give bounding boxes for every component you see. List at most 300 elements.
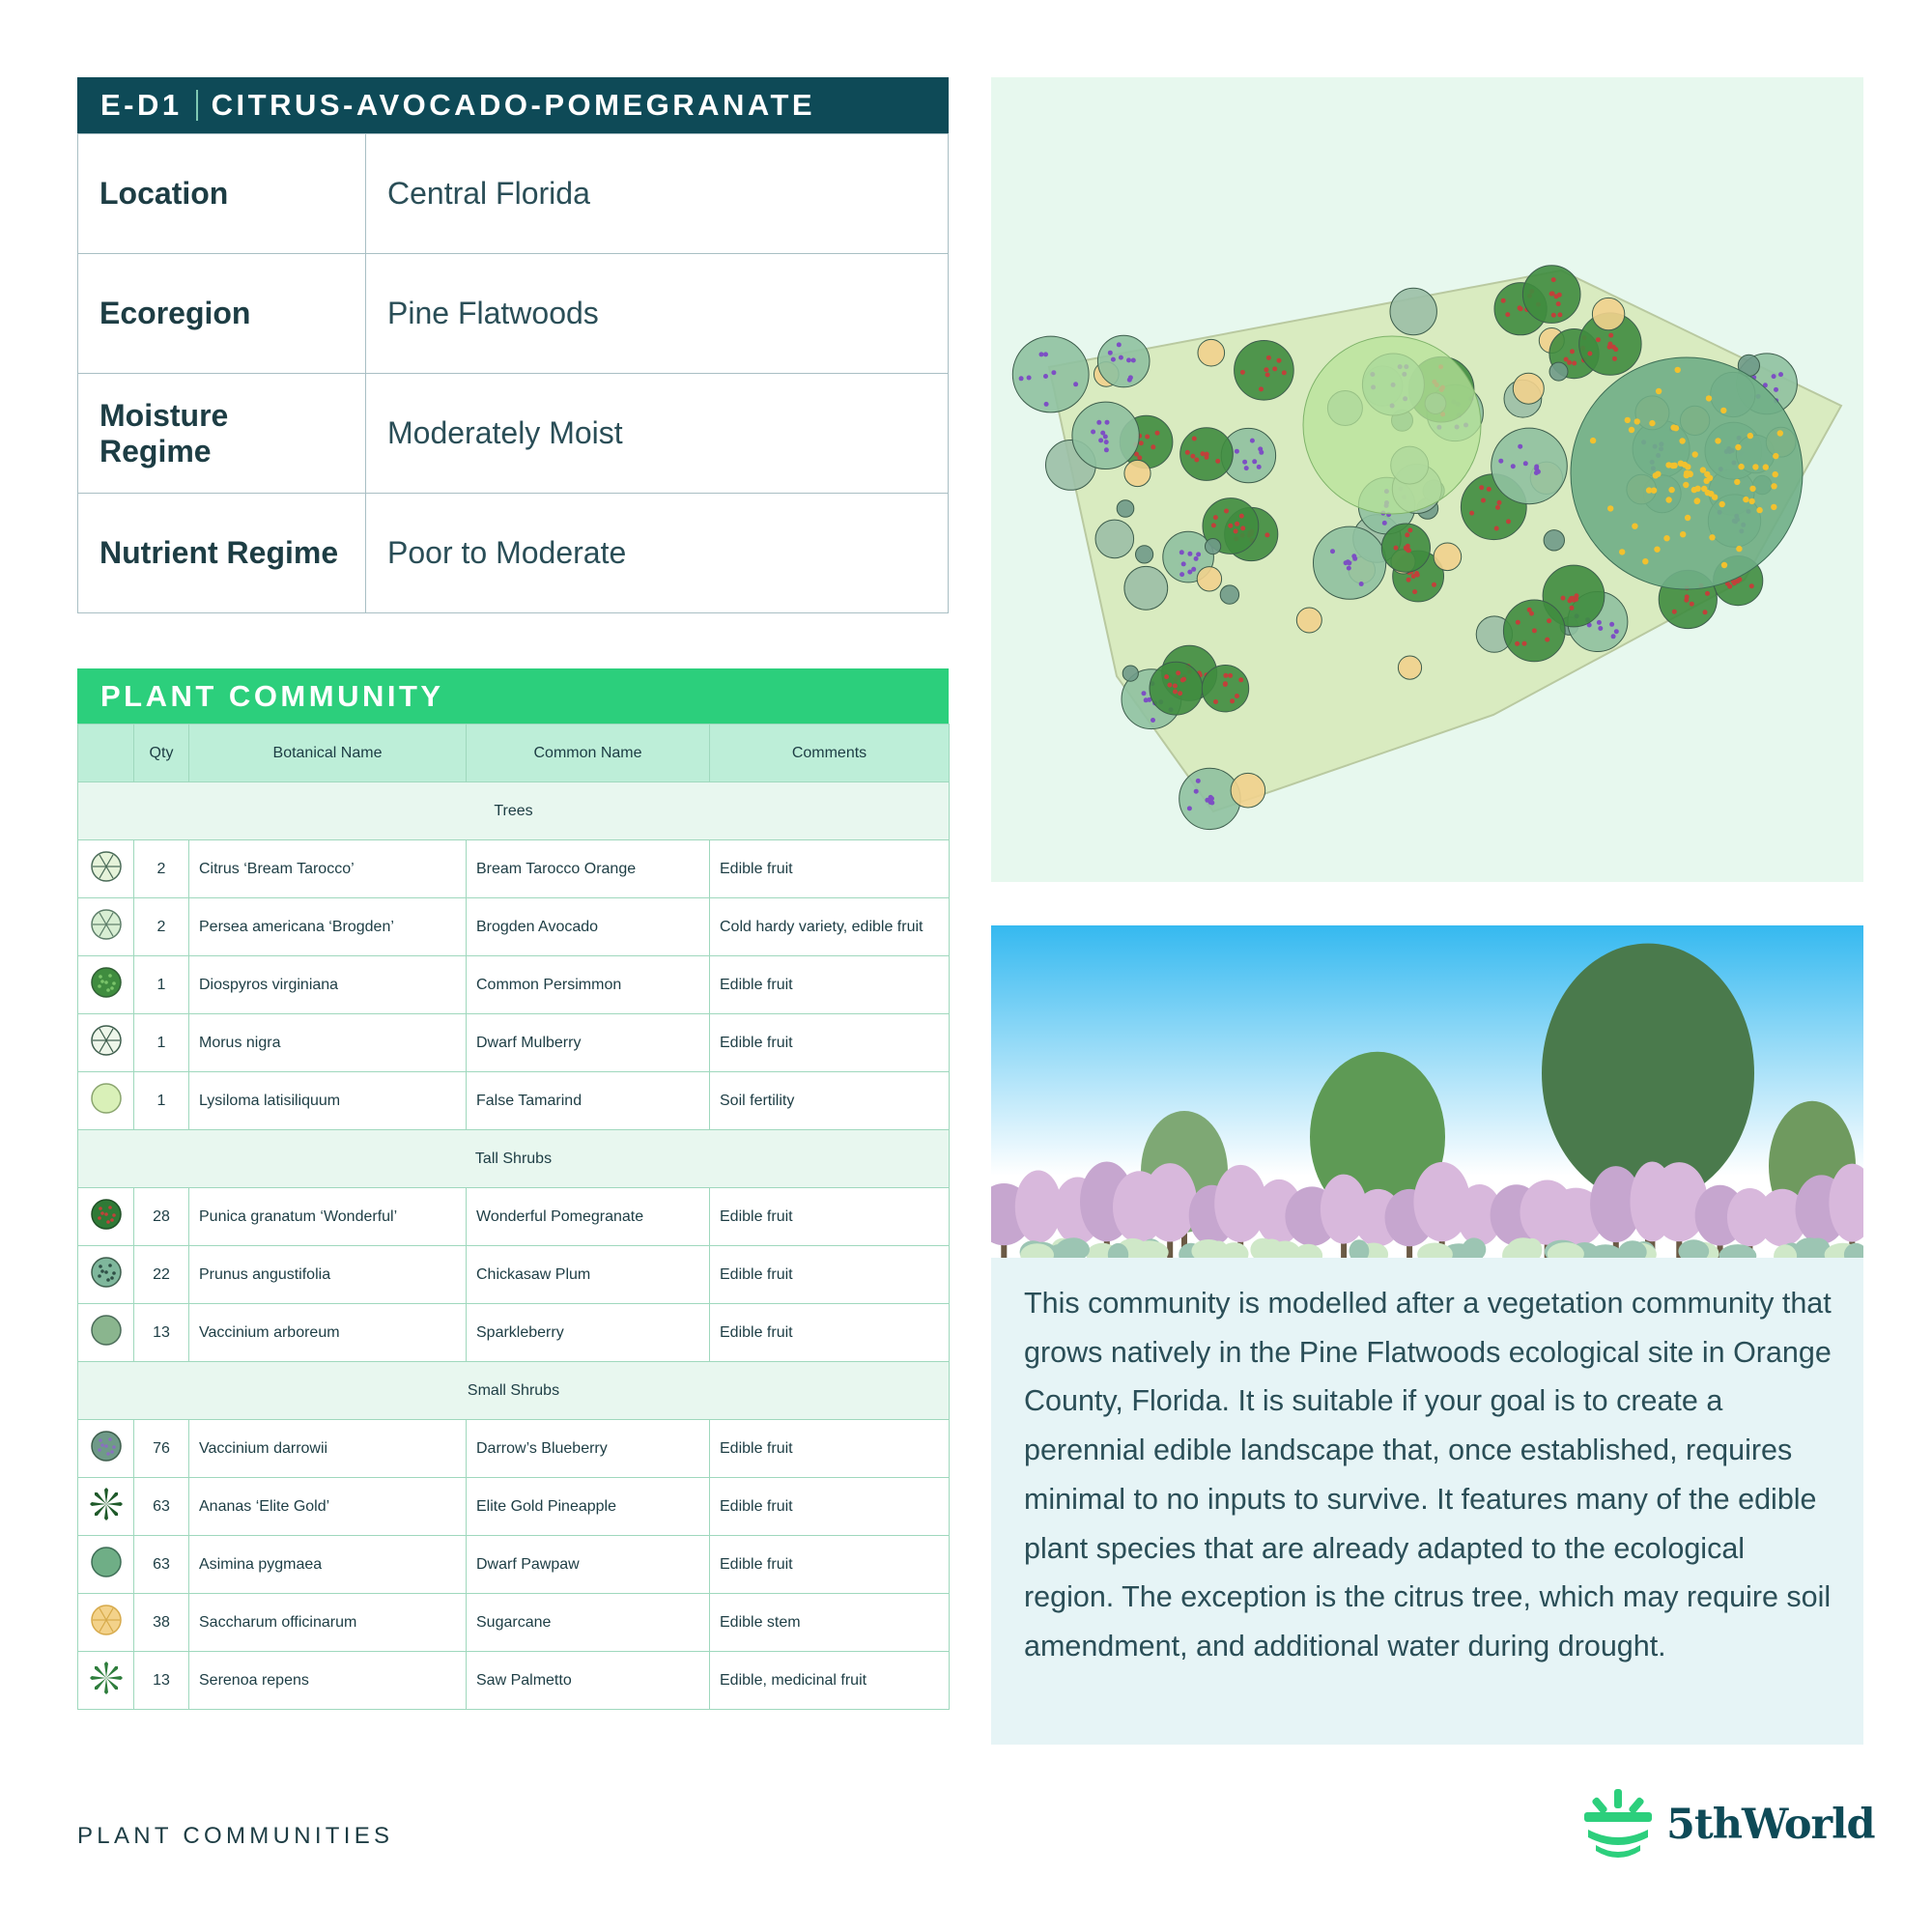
plan-fruit-dot — [1252, 459, 1257, 464]
plan-plant — [1296, 608, 1321, 633]
plan-fruit-dot — [1609, 622, 1614, 627]
plant-qty: 22 — [134, 1246, 189, 1304]
plan-fruit-dot — [1564, 357, 1569, 362]
plan-plant — [1398, 656, 1421, 679]
common-name: Bream Tarocco Orange — [467, 840, 710, 898]
plan-fruit-dot — [1108, 351, 1113, 355]
plan-fruit-dot — [1240, 370, 1245, 375]
plant-row — [78, 1420, 950, 1478]
common-name: Elite Gold Pineapple — [467, 1478, 710, 1536]
plan-fruit-dot — [1126, 357, 1131, 362]
plant-qty: 2 — [134, 840, 189, 898]
blueberry-shrub-symbol-icon — [89, 1429, 124, 1463]
plan-fruit-dot — [1145, 435, 1150, 440]
plan-fruit-dot — [1619, 549, 1625, 554]
plan-fruit-dot — [1139, 440, 1144, 445]
plan-plant — [1231, 773, 1265, 808]
col-qty: Qty — [134, 724, 189, 782]
category-label: Tall Shrubs — [78, 1130, 950, 1188]
plan-fruit-dot — [1239, 514, 1244, 519]
plan-fruit-dot — [1190, 454, 1195, 459]
plum-shrub-symbol-icon — [89, 1255, 124, 1290]
plant-community-header: PLANT COMMUNITY — [77, 668, 949, 724]
plan-fruit-dot — [1774, 387, 1778, 392]
brand-name: 5thWorld — [1666, 1801, 1875, 1849]
plan-avocado-canopy — [1303, 336, 1481, 514]
plan-fruit-dot — [1196, 779, 1201, 783]
plant-symbol-cell — [78, 956, 134, 1014]
plan-fruit-dot — [1173, 690, 1178, 695]
plan-fruit-dot — [1100, 431, 1105, 436]
category-label: Trees — [78, 782, 950, 840]
plan-fruit-dot — [1404, 546, 1408, 551]
plan-fruit-dot — [1670, 463, 1676, 469]
plan-plant — [1544, 530, 1564, 551]
plant-symbol-cell — [78, 1188, 134, 1246]
plan-fruit-dot — [1642, 558, 1648, 564]
botanical-name: Ananas ‘Elite Gold’ — [189, 1478, 467, 1536]
botanical-name: Prunus angustifolia — [189, 1246, 467, 1304]
info-label: Nutrient Regime — [78, 494, 366, 613]
plan-fruit-dot — [1557, 312, 1562, 317]
plan-fruit-dot — [1678, 461, 1684, 467]
plan-fruit-dot — [1117, 342, 1122, 347]
plan-plant — [1117, 500, 1134, 518]
plan-plant — [1124, 460, 1151, 486]
pineapple-symbol-icon — [89, 1487, 124, 1521]
plan-fruit-dot — [1259, 386, 1264, 391]
col-symbol — [78, 724, 134, 782]
plan-plant — [1513, 373, 1544, 404]
plant-row — [78, 1594, 950, 1652]
plan-fruit-dot — [1735, 444, 1741, 450]
category-row — [78, 782, 950, 840]
description-panel — [991, 1258, 1863, 1745]
plan-fruit-dot — [1394, 546, 1399, 551]
info-value: Pine Flatwoods — [366, 254, 949, 374]
plan-fruit-dot — [1187, 806, 1192, 810]
plan-fruit-dot — [1111, 357, 1116, 362]
plan-plant — [1012, 336, 1089, 412]
common-name: Sparkleberry — [467, 1304, 710, 1362]
comments: Edible, medicinal fruit — [710, 1652, 950, 1710]
plan-fruit-dot — [1164, 674, 1169, 679]
plant-qty: 2 — [134, 898, 189, 956]
plan-fruit-dot — [1213, 515, 1218, 520]
plan-fruit-dot — [1242, 460, 1247, 465]
plan-fruit-dot — [1703, 610, 1708, 614]
plan-fruit-dot — [1720, 408, 1726, 413]
plan-fruit-dot — [1736, 546, 1742, 552]
plan-fruit-dot — [1668, 487, 1674, 493]
plan-fruit-dot — [1228, 673, 1233, 678]
plant-symbol-cell — [78, 1304, 134, 1362]
plan-fruit-dot — [1712, 495, 1718, 500]
plan-fruit-dot — [1656, 388, 1662, 394]
plan-fruit-dot — [1694, 497, 1700, 503]
tamarind-tree-symbol-icon — [89, 1081, 124, 1116]
plan-fruit-dot — [1629, 427, 1634, 433]
plan-fruit-dot — [1672, 610, 1677, 614]
plan-fruit-dot — [1330, 549, 1335, 554]
plan-fruit-dot — [1683, 482, 1689, 488]
plan-plant — [1122, 666, 1138, 681]
plan-fruit-dot — [1105, 420, 1110, 425]
plan-fruit-dot — [1259, 450, 1264, 455]
plan-fruit-dot — [1264, 532, 1269, 537]
plan-fruit-dot — [1019, 376, 1024, 381]
plan-fruit-dot — [1734, 479, 1740, 485]
plan-fruit-dot — [1515, 641, 1520, 646]
botanical-name: Vaccinium arboreum — [189, 1304, 467, 1362]
plant-qty: 63 — [134, 1478, 189, 1536]
plan-fruit-dot — [1228, 524, 1233, 528]
plant-row — [78, 1014, 950, 1072]
plan-fruit-dot — [1201, 451, 1206, 456]
plan-plant — [1390, 288, 1436, 334]
botanical-name: Diospyros virginiana — [189, 956, 467, 1014]
plan-fruit-dot — [1518, 305, 1522, 310]
plant-qty: 1 — [134, 1072, 189, 1130]
plan-fruit-dot — [1098, 438, 1103, 442]
botanical-name: Citrus ‘Bream Tarocco’ — [189, 840, 467, 898]
plan-plant — [1198, 339, 1225, 366]
plan-fruit-dot — [1137, 455, 1142, 460]
plan-fruit-dot — [1771, 504, 1776, 510]
community-title: CITRUS-AVOCADO-POMEGRANATE — [211, 88, 816, 122]
plan-fruit-dot — [1215, 459, 1220, 464]
plan-fruit-dot — [1705, 591, 1710, 596]
footer-section-label: PLANT COMMUNITIES — [77, 1823, 394, 1849]
plan-fruit-dot — [1264, 367, 1268, 372]
plan-fruit-dot — [1570, 349, 1575, 354]
category-row — [78, 1130, 950, 1188]
saw-palmetto-symbol-icon — [89, 1661, 124, 1695]
common-name: Saw Palmetto — [467, 1652, 710, 1710]
plant-symbol-cell — [78, 898, 134, 956]
plant-row — [78, 1652, 950, 1710]
plan-fruit-dot — [1607, 505, 1613, 511]
plan-fruit-dot — [1773, 453, 1778, 459]
common-name: Sugarcane — [467, 1594, 710, 1652]
botanical-name: Lysiloma latisiliquum — [189, 1072, 467, 1130]
plan-fruit-dot — [1044, 402, 1049, 407]
comments: Edible fruit — [710, 840, 950, 898]
plan-fruit-dot — [1634, 418, 1640, 424]
plan-fruit-dot — [1536, 469, 1541, 474]
botanical-name: Asimina pygmaea — [189, 1536, 467, 1594]
plan-fruit-dot — [1142, 691, 1147, 696]
plan-fruit-dot — [1685, 515, 1690, 521]
col-common: Common Name — [467, 724, 710, 782]
plan-fruit-dot — [1043, 352, 1048, 356]
header-divider — [196, 90, 198, 121]
botanical-name: Punica granatum ‘Wonderful’ — [189, 1188, 467, 1246]
comments: Edible fruit — [710, 1536, 950, 1594]
plant-qty: 28 — [134, 1188, 189, 1246]
plan-fruit-dot — [1179, 572, 1184, 577]
plan-fruit-dot — [1522, 641, 1527, 646]
plan-fruit-dot — [1167, 683, 1172, 688]
plan-fruit-dot — [1351, 554, 1356, 558]
plan-fruit-dot — [1277, 358, 1282, 363]
plan-fruit-dot — [1684, 598, 1689, 603]
plan-fruit-dot — [1687, 470, 1692, 476]
plant-symbol-cell — [78, 1014, 134, 1072]
flowering-shrub-crown — [1143, 1163, 1197, 1241]
site-info-header — [77, 77, 949, 133]
plan-fruit-dot — [1196, 552, 1201, 556]
plan-fruit-dot — [1406, 578, 1411, 582]
plant-symbol-cell — [78, 1536, 134, 1594]
plan-fruit-dot — [1479, 485, 1484, 490]
avocado-tree-symbol-icon — [89, 907, 124, 942]
info-value: Poor to Moderate — [366, 494, 949, 613]
plan-fruit-dot — [1265, 373, 1270, 378]
plan-fruit-dot — [1176, 670, 1180, 675]
plant-row — [78, 898, 950, 956]
plan-fruit-dot — [1772, 374, 1776, 379]
plan-fruit-dot — [1497, 500, 1502, 505]
plan-fruit-dot — [1654, 547, 1660, 553]
plan-fruit-dot — [1773, 471, 1778, 477]
plan-fruit-dot — [1572, 361, 1577, 366]
plan-fruit-dot — [1532, 628, 1537, 633]
plant-qty: 38 — [134, 1594, 189, 1652]
plan-fruit-dot — [1235, 522, 1239, 526]
plan-fruit-dot — [1653, 472, 1659, 478]
plan-fruit-dot — [1346, 559, 1350, 564]
plan-fruit-dot — [1131, 358, 1136, 363]
plan-fruit-dot — [1051, 370, 1056, 375]
plan-fruit-dot — [1778, 372, 1783, 377]
plan-fruit-dot — [1777, 430, 1783, 436]
common-name: Dwarf Mulberry — [467, 1014, 710, 1072]
plan-fruit-dot — [1511, 464, 1516, 469]
plan-fruit-dot — [1192, 437, 1197, 441]
plan-fruit-dot — [1187, 570, 1192, 575]
plan-fruit-dot — [1743, 497, 1748, 502]
common-name: Darrow’s Blueberry — [467, 1420, 710, 1478]
plant-row — [78, 1188, 950, 1246]
plan-fruit-dot — [1516, 620, 1520, 625]
plan-fruit-dot — [1407, 527, 1412, 532]
plan-fruit-dot — [1205, 455, 1209, 460]
plan-fruit-dot — [1104, 440, 1109, 444]
plan-plant — [1136, 546, 1153, 563]
pomegranate-shrub-symbol-icon — [89, 1197, 124, 1232]
plan-fruit-dot — [1752, 464, 1758, 469]
botanical-name: Persea americana ‘Brogden’ — [189, 898, 467, 956]
plan-fruit-dot — [1685, 464, 1690, 469]
sugarcane-symbol-icon — [89, 1603, 124, 1637]
botanical-name: Vaccinium darrowii — [189, 1420, 467, 1478]
plan-fruit-dot — [1104, 447, 1109, 452]
site-info-table — [77, 77, 949, 613]
plan-plant — [1124, 566, 1168, 610]
plant-row — [78, 1072, 950, 1130]
plan-fruit-dot — [1665, 497, 1671, 502]
plan-fruit-dot — [1551, 313, 1556, 318]
common-name: Brogden Avocado — [467, 898, 710, 956]
plan-fruit-dot — [1649, 420, 1655, 426]
plan-fruit-dot — [1119, 355, 1123, 360]
plan-fruit-dot — [1692, 451, 1698, 457]
plan-fruit-dot — [1556, 301, 1561, 306]
plan-fruit-dot — [1545, 638, 1549, 642]
plan-fruit-dot — [1481, 498, 1486, 503]
plan-fruit-dot — [1414, 571, 1419, 576]
plan-fruit-dot — [1561, 596, 1566, 601]
plan-plant — [1492, 428, 1568, 504]
plan-fruit-dot — [1234, 529, 1238, 534]
plan-fruit-dot — [1590, 438, 1596, 443]
botanical-name: Saccharum officinarum — [189, 1594, 467, 1652]
plan-fruit-dot — [1596, 337, 1601, 342]
plan-fruit-dot — [1673, 425, 1679, 431]
plan-fruit-dot — [1185, 450, 1190, 455]
plan-fruit-dot — [1691, 487, 1697, 493]
common-name: Dwarf Pawpaw — [467, 1536, 710, 1594]
plan-fruit-dot — [1194, 556, 1199, 561]
plan-fruit-dot — [1359, 582, 1364, 586]
plan-fruit-dot — [1675, 367, 1681, 373]
plan-fruit-dot — [1223, 682, 1228, 687]
comments: Edible fruit — [710, 956, 950, 1014]
plan-fruit-dot — [1756, 507, 1762, 513]
plant-symbol-cell — [78, 1420, 134, 1478]
plan-fruit-dot — [1266, 355, 1271, 360]
plan-fruit-dot — [1181, 561, 1186, 566]
plan-fruit-dot — [1518, 444, 1522, 449]
category-label: Small Shrubs — [78, 1362, 950, 1420]
common-name: Chickasaw Plum — [467, 1246, 710, 1304]
plan-fruit-dot — [1529, 611, 1534, 616]
plant-row — [78, 1478, 950, 1536]
plan-plant — [1197, 567, 1221, 591]
plan-fruit-dot — [1709, 534, 1715, 540]
plan-fruit-dot — [1748, 498, 1754, 504]
plan-fruit-dot — [1611, 634, 1616, 639]
persimmon-tree-symbol-icon — [89, 965, 124, 1000]
plan-fruit-dot — [1570, 606, 1575, 611]
plan-fruit-dot — [1347, 566, 1351, 571]
col-comments: Comments — [710, 724, 950, 782]
plan-fruit-dot — [1680, 531, 1686, 537]
plan-fruit-dot — [1151, 718, 1155, 723]
plan-fruit-dot — [1127, 378, 1132, 383]
plan-fruit-dot — [1747, 433, 1753, 439]
plan-fruit-dot — [1240, 526, 1245, 530]
plan-fruit-dot — [1749, 486, 1755, 492]
info-row-moisture — [78, 374, 949, 494]
plan-fruit-dot — [1551, 277, 1556, 282]
plan-fruit-dot — [1587, 352, 1592, 356]
plan-fruit-dot — [1282, 370, 1287, 375]
plant-qty: 13 — [134, 1304, 189, 1362]
plant-symbol-cell — [78, 840, 134, 898]
plant-community-table — [77, 668, 949, 1710]
comments: Edible fruit — [710, 1014, 950, 1072]
plan-fruit-dot — [1230, 698, 1235, 703]
plan-fruit-dot — [1223, 673, 1228, 678]
plant-qty: 63 — [134, 1536, 189, 1594]
plant-row — [78, 1536, 950, 1594]
plant-symbol-cell — [78, 1246, 134, 1304]
comments: Soil fertility — [710, 1072, 950, 1130]
plan-fruit-dot — [1187, 552, 1192, 556]
plan-fruit-dot — [1597, 620, 1602, 625]
plant-row — [78, 840, 950, 898]
plant-row — [78, 956, 950, 1014]
plant-qty: 1 — [134, 1014, 189, 1072]
plan-fruit-dot — [1194, 458, 1199, 463]
plan-fruit-dot — [1412, 589, 1417, 594]
plan-fruit-dot — [1205, 798, 1209, 803]
plan-plant — [1549, 362, 1568, 381]
elevation-drawing — [991, 925, 1863, 1259]
plan-fruit-dot — [1272, 366, 1277, 371]
comments: Cold hardy variety, edible fruit — [710, 898, 950, 956]
plan-fruit-dot — [1382, 521, 1387, 526]
plan-fruit-dot — [1614, 629, 1619, 634]
plan-fruit-dot — [1091, 430, 1095, 435]
plan-plant — [1220, 585, 1238, 604]
plant-symbol-cell — [78, 1072, 134, 1130]
plan-fruit-dot — [1700, 467, 1706, 472]
plan-fruit-dot — [1238, 677, 1243, 682]
plan-fruit-dot — [1663, 535, 1669, 541]
plan-fruit-dot — [1771, 483, 1776, 489]
plan-fruit-dot — [1625, 417, 1631, 423]
plant-qty: 76 — [134, 1420, 189, 1478]
plan-plant — [1095, 520, 1134, 558]
plan-fruit-dot — [1487, 487, 1492, 492]
plan-fruit-dot — [1250, 439, 1255, 443]
plan-fruit-dot — [1178, 691, 1182, 696]
plant-symbol-cell — [78, 1478, 134, 1536]
info-label: Location — [78, 134, 366, 254]
comments: Edible fruit — [710, 1304, 950, 1362]
plan-fruit-dot — [1209, 801, 1214, 806]
mulberry-tree-symbol-icon — [89, 1023, 124, 1058]
plan-fruit-dot — [1721, 562, 1727, 568]
plan-fruit-dot — [1550, 291, 1555, 296]
plan-fruit-dot — [1611, 345, 1616, 350]
pawpaw-symbol-icon — [89, 1545, 124, 1579]
plan-fruit-dot — [1707, 475, 1713, 481]
common-name: Wonderful Pomegranate — [467, 1188, 710, 1246]
plan-fruit-dot — [1690, 602, 1694, 607]
plan-fruit-dot — [1211, 523, 1216, 527]
botanical-name: Morus nigra — [189, 1014, 467, 1072]
comments: Edible fruit — [710, 1188, 950, 1246]
plan-fruit-dot — [1495, 505, 1500, 510]
comments: Edible fruit — [710, 1246, 950, 1304]
sparkleberry-shrub-symbol-icon — [89, 1313, 124, 1348]
plan-fruit-dot — [1039, 352, 1044, 356]
info-value: Central Florida — [366, 134, 949, 254]
plan-fruit-dot — [1235, 694, 1239, 698]
plan-fruit-dot — [1257, 465, 1262, 469]
plan-fruit-dot — [1179, 550, 1184, 554]
plan-fruit-dot — [1612, 356, 1617, 361]
common-name: False Tamarind — [467, 1072, 710, 1130]
info-value: Moderately Moist — [366, 374, 949, 494]
plan-fruit-dot — [1244, 466, 1249, 470]
plan-fruit-dot — [1043, 374, 1048, 379]
plan-fruit-dot — [1213, 699, 1218, 704]
